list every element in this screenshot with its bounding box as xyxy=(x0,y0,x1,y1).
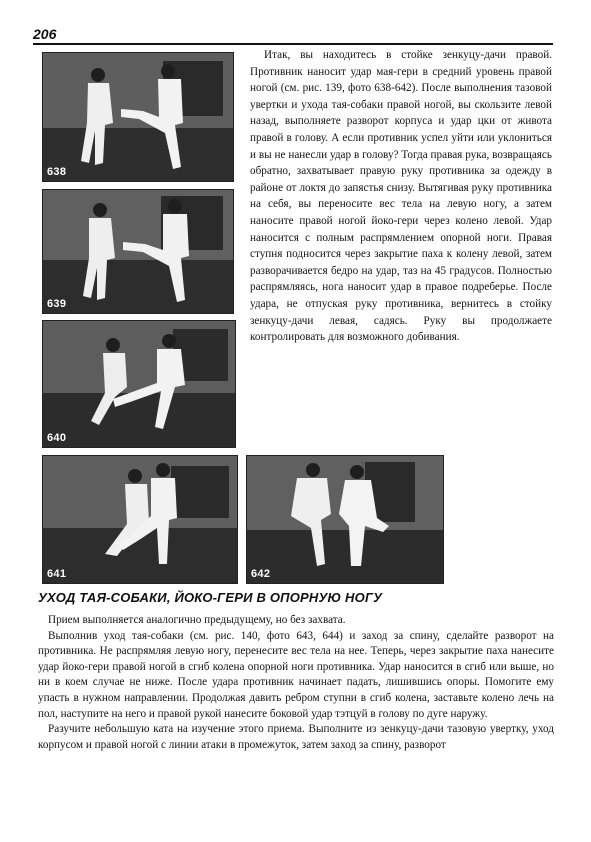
photo-638 xyxy=(42,52,234,182)
photo-639-image xyxy=(43,190,233,313)
photo-label: 640 xyxy=(47,432,67,444)
photo-642 xyxy=(246,455,444,584)
side-paragraph: Итак, вы находитесь в стойке зенкуцу-дачи правой. Противник наносит удар мая-гери в средний уровень правой ногой (см. рис. 139, фото 638-642). После выполнения тазовой увертки и ухода тая-собаки правой ногой, вы скользите левой назад, выполняете разворот корпуса и удар цки от живота правой в голову. А если противник успел уйти или уклониться и вы не нанесли удар в голову? Тогда правая рука, возвращаясь обратно, захватывает правую руку противника за одежду в районе от локтя до запястья снизу. Вытягивая руку противника на себя, вы переносите вес тела на левую ногу, а затем наносите правой ногой йоко-гери через колено левой. Удар наносится с полным распрямлением опорной ноги. Правая ступня подносится через закрытие паха к колену левой, затем разворачивается бедро на удар, таз на 45 градусов. Полностью распрямляясь, нога наносит удар в правое подреберье. После удара, не отпуская руку противника, вернитесь в стойку зенкуцу-дачи левая, садясь. Руку вы продолжаете контролировать для возможного добивания. xyxy=(250,49,552,344)
photo-641 xyxy=(42,455,238,584)
photo-label: 639 xyxy=(47,298,67,310)
photo-label: 642 xyxy=(251,568,271,580)
body-paragraph: Разучите небольшую ката на изучение этого приема. Выполните из зенкуцу-дачи тазовую увертку, уход корпусом и правой ногой с линии атаки в промежуток, затем заход за спину, разворот xyxy=(38,723,554,751)
photo-label: 641 xyxy=(47,568,67,580)
photo-638-image xyxy=(43,53,233,181)
page-number: 206 xyxy=(33,26,57,42)
body-paragraph: Прием выполняется аналогично предыдущему, но без захвата. xyxy=(48,614,346,626)
section-body xyxy=(38,613,554,753)
photo-641-image xyxy=(43,456,237,583)
section-title: УХОД ТАЯ-СОБАКИ, ЙОКО-ГЕРИ В ОПОРНУЮ НОГУ xyxy=(38,590,383,605)
photo-label: 638 xyxy=(47,166,67,178)
header-rule xyxy=(33,43,553,45)
photo-640-image xyxy=(43,321,235,447)
photo-639 xyxy=(42,189,234,314)
side-text-column xyxy=(250,47,552,346)
photo-642-image xyxy=(247,456,443,583)
photo-640 xyxy=(42,320,236,448)
body-paragraph: Выполнив уход тая-собаки (см. рис. 140, фото 643, 644) и заход за спину, сделайте разворот на противника. Не распрямляя левую ногу, перенесите вес тела на нее. Теперь, через закрытие паха нанесите удар йоко-гери правой ногой в сгиб колена опорной ноги противника. Удар наносится в сгиб или выше, но ни в коем случае не ниже. После удара противник начинает падать, лишившись опоры. Помогите ему упасть в нужном направлении. Продолжая давить ребром ступни в сгиб колена, заставьте колено лечь на пол, наступите на него и правой рукой нанесите боковой удар тэтцуй в голову по дуге наружу. xyxy=(38,629,554,720)
